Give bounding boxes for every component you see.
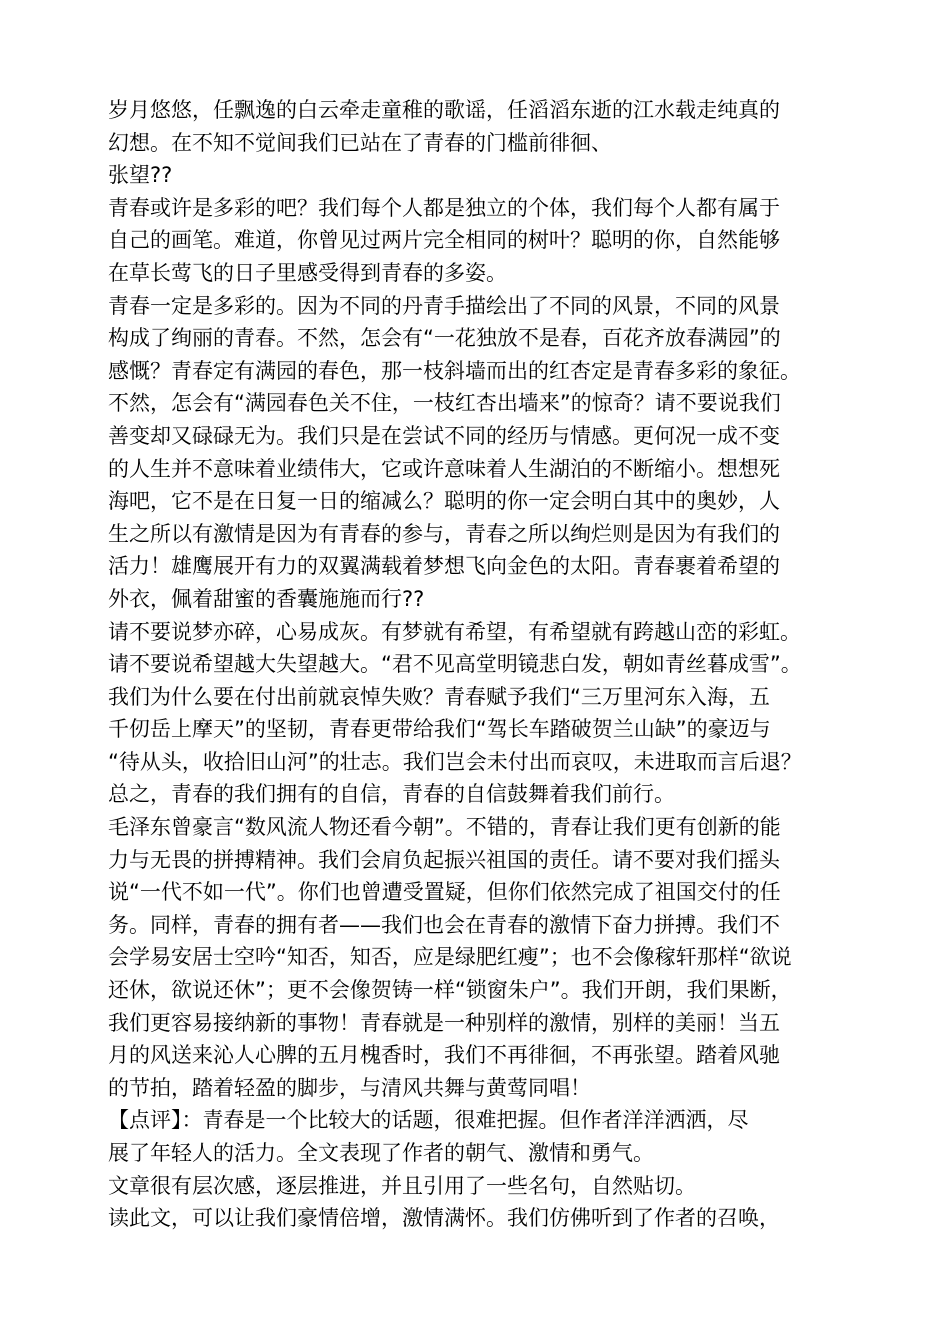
text-line: 千仞岳上摩天”的坚韧，青春更带给我们“驾长车踏破贺兰山缺”的豪迈与: [108, 717, 771, 742]
text-line: 张望??: [108, 163, 173, 188]
essay-text-block: [108, 94, 868, 1235]
text-line: 生之所以有激情是因为有青春的参与，青春之所以绚烂则是因为有我们的: [108, 521, 780, 546]
text-line: 展了年轻人的活力。全文表现了作者的朝气、激情和勇气。: [108, 1141, 654, 1165]
text-line: 的节拍，踏着轻盈的脚步，与清风共舞与黄莺同唱！: [108, 1075, 591, 1100]
text-line: “待从头，收拾旧山河”的壮志。我们岂会未付出而哀叹，未进取而言后退？: [108, 749, 802, 774]
text-line: 会学易安居士空吟“知否，知否，应是绿肥红瘦”；也不会像稼轩那样“欲说: [108, 945, 792, 970]
text-line: 感慨？青春定有满园的春色，那一枝斜墙而出的红杏定是青春多彩的象征。: [108, 358, 801, 383]
text-line: 岁月悠悠，任飘逸的白云牵走童稚的歌谣，任滔滔东逝的江水载走纯真的: [108, 98, 780, 122]
text-line: 务。同样，青春的拥有者——我们也会在青春的激情下奋力拼搏。我们不: [108, 912, 780, 937]
text-line: 的人生并不意味着业绩伟大，它或许意味着人生湖泊的不断缩小。想想死: [108, 456, 780, 481]
text-line: 活力！雄鹰展开有力的双翼满载着梦想飞向金色的太阳。青春裹着希望的: [108, 554, 780, 579]
text-line: 还休，欲说还休”；更不会像贺铸一样“锁窗朱户”。我们开朗，我们果断，: [108, 978, 792, 1003]
text-line: 月的风送来沁人心脾的五月槐香时，我们不再徘徊，不再张望。踏着风驰: [108, 1043, 780, 1068]
text-line: 请不要说梦亦碎，心易成灰。有梦就有希望，有希望就有跨越山峦的彩虹。: [108, 619, 801, 644]
text-line: 不然，怎会有“满园春色关不住，一枝红杏出墙来”的惊奇？请不要说我们: [108, 391, 781, 416]
text-line: 在草长莺飞的日子里感受得到青春的多姿。: [108, 260, 507, 285]
text-line: 力与无畏的拼搏精神。我们会肩负起振兴祖国的责任。请不要对我们摇头: [108, 847, 780, 872]
text-line: 读此文，可以让我们豪情倍增，激情满怀。我们仿佛听到了作者的召唤，: [108, 1206, 780, 1231]
text-line: 请不要说希望越大失望越大。“君不见高堂明镜悲白发，朝如青丝暮成雪”。: [108, 652, 802, 677]
text-line: 青春或许是多彩的吧？我们每个人都是独立的个体，我们每个人都有属于: [108, 195, 780, 220]
text-line: 自己的画笔。难道，你曾见过两片完全相同的树叶？聪明的你，自然能够: [108, 228, 780, 253]
text-line: 构成了绚丽的青春。不然，怎会有“一花独放不是春，百花齐放春满园”的: [108, 326, 781, 351]
text-line: 外衣，佩着甜蜜的香囊施施而行??: [108, 586, 425, 611]
text-line: 我们更容易接纳新的事物！青春就是一种别样的激情，别样的美丽！当五: [108, 1010, 780, 1035]
text-line: 善变却又碌碌无为。我们只是在尝试不同的经历与情感。更何况一成不变: [108, 423, 780, 448]
text-line: 海吧，它不是在日复一日的缩减么？聪明的你一定会明白其中的奥妙，人: [108, 489, 780, 514]
text-line: 青春一定是多彩的。因为不同的丹青手描绘出了不同的风景，不同的风景: [108, 293, 780, 318]
text-line: 说“一代不如一代”。你们也曾遭受置疑，但你们依然完成了祖国交付的任: [108, 880, 781, 905]
text-line: 幻想。在不知不觉间我们已站在了青春的门槛前徘徊、: [108, 130, 612, 155]
text-line: 毛泽东曾豪言“数风流人物还看今朝”。不错的，青春让我们更有创新的能: [108, 815, 781, 840]
text-line: 我们为什么要在付出前就哀悼失败？青春赋予我们“三万里河东入海，五: [108, 684, 770, 709]
text-line: 文章很有层次感，逐层推进，并且引用了一些名句，自然贴切。: [108, 1173, 696, 1198]
text-line: 总之，青春的我们拥有的自信，青春的自信鼓舞着我们前行。: [108, 782, 675, 807]
text-line: 【点评】：青春是一个比较大的话题，很难把握。但作者洋洋洒洒，尽: [108, 1108, 749, 1133]
